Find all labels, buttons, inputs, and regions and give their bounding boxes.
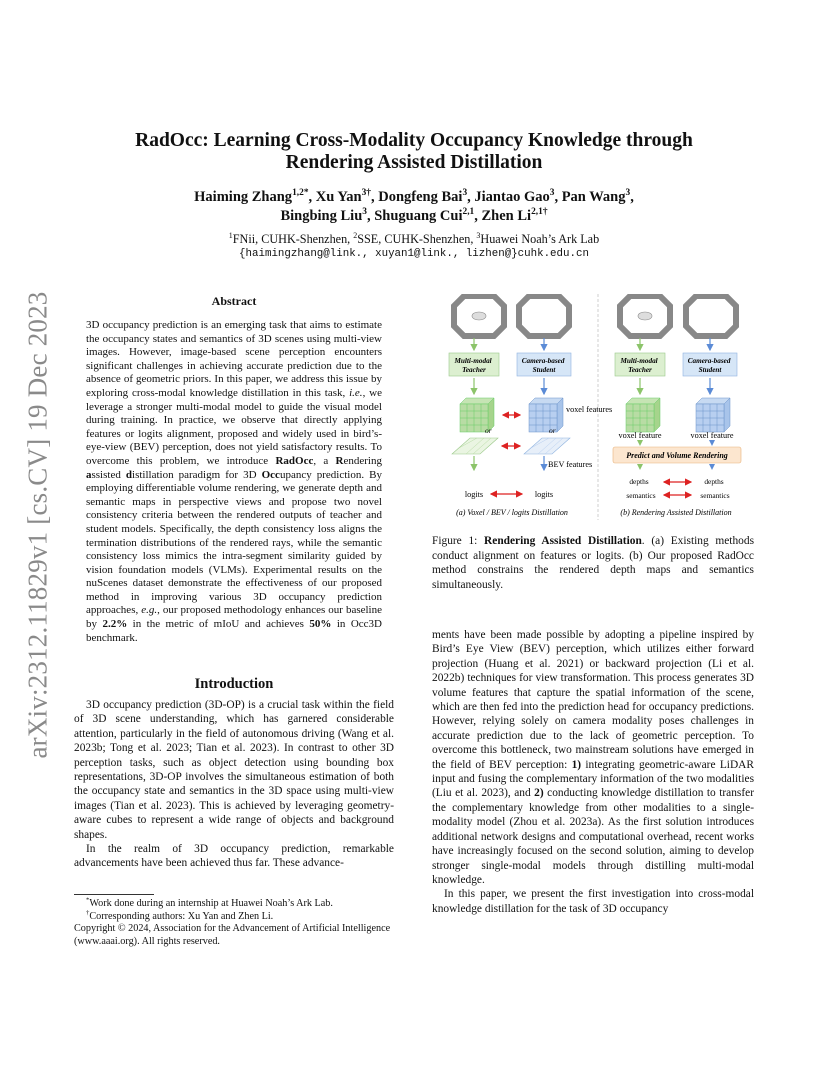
teacher-label-a-1: Multi-modal [454,357,492,365]
footnote-2: †Corresponding authors: Xu Yan and Zhen Li. [86,909,274,922]
title-line-1: RadOcc: Learning Cross-Modality Occupancy Knowledge through [135,130,693,151]
introduction-body [74,698,394,871]
logits-student-label: logits [534,490,554,499]
authors [100,188,728,226]
teacher-label-b-2: Teacher [628,366,652,374]
arxiv-sidebar [8,285,68,765]
or-label-1: or [485,426,492,435]
subcaption-a: (a) Voxel / BEV / logits Distillation [456,508,568,517]
student-label-a-1: Camera-based [521,357,565,365]
semantics-student-label: semantics [700,491,730,500]
right-paragraph-1: ments have been made possible by adopting a pipeline inspired by Bird’s Eye View (BEV) perception, which utilizes either forward projection (Huang et al. 2021) or backward projection (Li et al. 2022b) techniques for view transformation. This process generates 3D volume features that capture the spatial information of the scene, which are then fed into the prediction head for occupancy predictions. However, relying solely on camera modality poses challenges in accurate prediction due to the lack of geometric perception. To overcome this bottleneck, two mainstream solutions have emerged in the field of BEV perception: 1) integrating geometric-aware LiDAR input and fusing the complementary information of the two modalities (Liu et al. 2023), and 2) conducting knowledge distillation to transfer the complementary knowledge from other modalities to a single-modality model (Zhou et al. 2023a). As the first solution introduces additional network designs and computational overhead, recent works have increasingly focused on the second solution, aiming to develop stronger single-modal models through distilling multi-modal knowledge. [432,629,754,886]
figure-caption: Figure 1: Rendering Assisted Distillation. (a) Existing methods conduct alignment on features or logits. (b) Our proposed RadOcc method constrains the rendered depth maps and semantics simultaneously. [432,535,754,591]
voxel-cube-student-a [529,398,563,432]
introduction-heading: Introduction [194,676,274,692]
bev-plane-student [524,438,570,454]
bev-features-label: BEV features [548,460,593,469]
voxel-features-label: voxel features [566,405,613,414]
intro-paragraph-2: In the realm of 3D occupancy prediction, remarkable advancements have been achieved thus far. These advance- [74,843,394,870]
right-column-body [432,628,754,916]
title-line-2: Rendering Assisted Distillation [285,152,543,173]
logits-teacher-label: logits [464,490,484,499]
intro-paragraph-1: 3D occupancy prediction (3D-OP) is a crucial task within the field of 3D scene understanding, which has garnered considerable attention, particularly in the field of autonomous driving (Wang et al. 2023b; Tong et al. 2023; Tian et al. 2023). In contrast to other 3D perception tasks, such as object detection using bounding box representations, 3D-OP involves the simultaneous estimation of both the occupancy state and semantics in the 3D space using multi-view images (Tian et al. 2023). This is achieved by leveraging geometry-aware cubes to represent a wide range of objects and background shapes. [74,699,394,841]
abstract-body: 3D occupancy prediction is an emerging task that aims to estimate the occupancy states and semantics of 3D scenes using multi-view images. However, image-based scene perception encounters significant challenges in achieving accurate prediction due to the absence of geometric priors. In this paper, we address this issue by exploring cross-modal knowledge distillation in this task, i.e., we leverage a stronger multi-modal model to guide the visual model during training. In practice, we observe that directly applying features or logits alignment, proposed and widely used in bird’s-eye-view (BEV) perception, does not yield satisfactory results. To overcome this problem, we introduce RadOcc, a Rendering assisted distillation paradigm for 3D Occupancy prediction. By employing differentiable volume rendering, we generate depth and semantic maps in perspective views and propose two novel consistency criteria between the rendered outputs of teacher and student models. Specifically, the depth consistency loss aligns the termination distributions of the rendered rays, while the semantic consistency loss mimics the intra-segment similarity guided by vision foundation models (VLMs). Experimental results on the nuScenes dataset demonstrate the effectiveness of our proposed method in improving various 3D occupancy prediction approaches, e.g., our proposed methodology enhances our baseline by 2.2% in the metric of mIoU and achieves 50% in Occ3D benchmark. [86,319,382,644]
arxiv-id: arXiv:2312.11829v1 [cs.CV] 19 Dec 2023 [22,291,53,759]
affiliations: $^1$FNii, CUHK-Shenzhen, $^2$SSE, CUHK-Shenzhen, $^3$Huawei Noah’s Ark Lab [228,230,600,246]
camera-rig-teacher-a [454,296,504,336]
student-label-b-2: Student [698,366,722,374]
footnotes [74,898,396,948]
student-label-a-2: Student [532,366,556,374]
camera-rig-student-b [686,296,736,336]
semantics-teacher-label: semantics [626,491,656,500]
right-paragraph-2: In this paper, we present the first investigation into cross-modal knowledge distillation for the task of 3D occupancy [432,888,754,915]
depths-student-label: depths [704,477,724,486]
footnote-rule [74,894,154,895]
voxel-feature-teacher-label: voxel feature [618,431,662,440]
figure-1 [432,294,754,522]
depths-teacher-label: depths [629,477,649,486]
camera-rig-teacher-b [620,296,670,336]
footnote-1: *Work done during an internship at Huawei Noah’s Ark Lab. [86,896,333,909]
voxel-feature-student-label: voxel feature [690,431,734,440]
teacher-label-a-2: Teacher [462,366,486,374]
copyright-notice: Copyright © 2024, Association for the Advancement of Artificial Intelligence (www.aaai.org). All rights reserved. [74,923,391,947]
teacher-label-b-1: Multi-modal [620,357,658,365]
subcaption-b: (b) Rendering Assisted Distillation [620,508,732,517]
bev-plane-teacher [452,438,498,454]
student-label-b-1: Camera-based [687,357,731,365]
voxel-cube-student-b [696,398,730,432]
authors-line-1: Haiming Zhang$^{1,2*}$, Xu Yan$^{3\dagger}$, Dongfeng Bai$^3$, Jiantao Gao$^3$, Pan Wang$^3$, [194,188,634,205]
authors-line-2: Bingbing Liu$^3$, Shuguang Cui$^{2,1}$, Zhen $Li^{2,1\dagger}$ [280,207,548,224]
paper-title [100,130,728,174]
voxel-cube-teacher-b [626,398,660,432]
abstract-heading: Abstract [211,294,257,308]
or-label-2: or [549,426,556,435]
render-box-label: Predict and Volume Rendering [626,451,728,460]
camera-rig-student-a [519,296,569,336]
emails: {haimingzhang@link., xuyan1@link., lizhen@}cuhk.edu.cn [239,248,589,260]
